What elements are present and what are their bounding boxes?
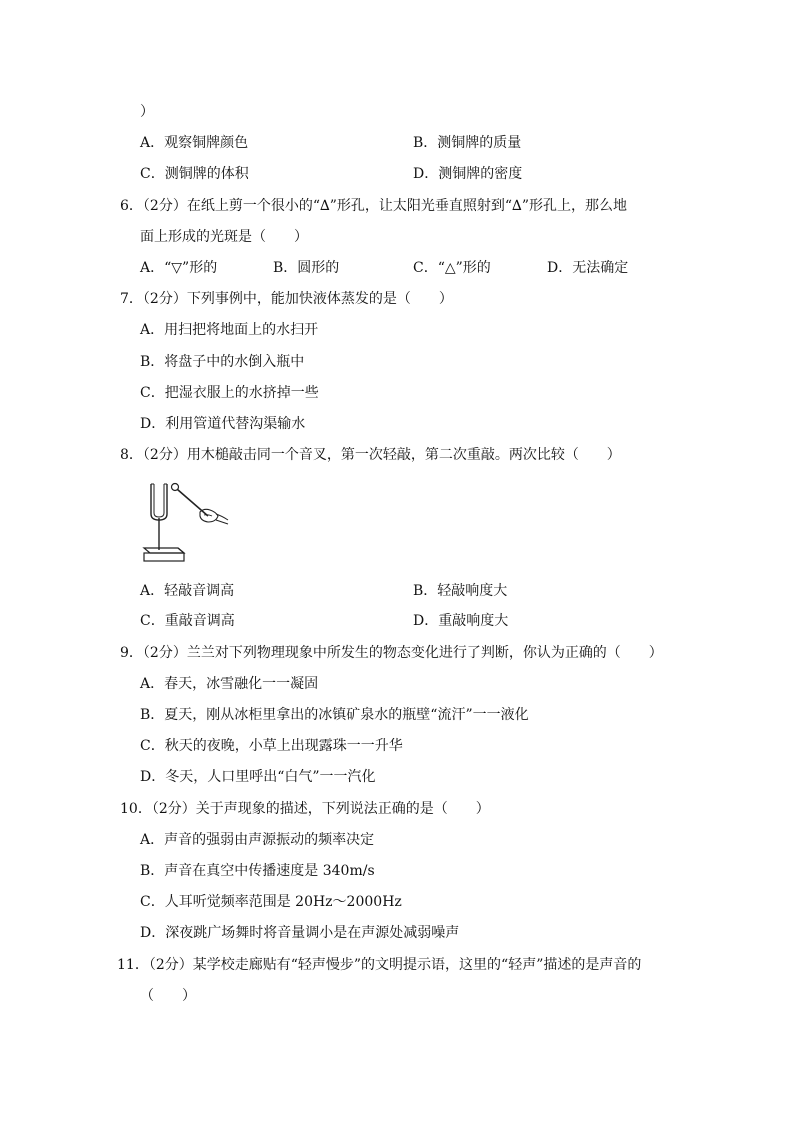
q8-option-b: B．轻敲响度大	[413, 583, 508, 599]
q5-option-d: D．测铜牌的密度	[413, 166, 523, 182]
q11-stem-line2: （ ）	[140, 988, 196, 1004]
q8-option-d: D．重敲响度大	[413, 613, 509, 629]
q9-option-b: B．夏天，刚从冰柜里拿出的冰镇矿泉水的瓶壁“流汗”一一液化	[140, 707, 529, 723]
q8-option-a: A．轻敲音调高	[140, 583, 235, 599]
q6-option-b: B．圆形的	[273, 260, 340, 276]
q5-option-a: A．观察铜牌颜色	[140, 135, 249, 151]
q10-stem: 10．（2分）关于声现象的描述，下列说法正确的是（ ）	[120, 801, 490, 817]
tuning-fork-with-mallet-figure	[138, 478, 230, 570]
q10-option-a: A．声音的强弱由声源振动的频率决定	[140, 832, 375, 848]
q7-option-c: C．把湿衣服上的水挤掉一些	[140, 385, 319, 401]
q9-option-c: C．秋天的夜晚，小草上出现露珠一一升华	[140, 738, 403, 754]
q7-option-b: B．将盘子中的水倒入瓶中	[140, 354, 305, 370]
q5-option-c: C．测铜牌的体积	[140, 166, 249, 182]
q6-stem-line2: 面上形成的光斑是（ ）	[140, 229, 308, 245]
q7-option-d: D．利用管道代替沟渠输水	[140, 416, 306, 432]
q10-option-d: D．深夜跳广场舞时将音量调小是在声源处减弱噪声	[140, 925, 460, 941]
q7-stem: 7．（2分）下列事例中，能加快液体蒸发的是（ ）	[120, 291, 453, 307]
q5-option-b: B．测铜牌的质量	[413, 135, 522, 151]
q8-option-c: C．重敲音调高	[140, 613, 235, 629]
q11-stem-line1: 11．（2分）某学校走廊贴有“轻声慢步”的文明提示语，这里的“轻声”描述的是声音的	[117, 957, 642, 973]
q10-option-b: B．声音在真空中传播速度是 340m/s	[140, 863, 375, 879]
q6-stem-line1: 6．（2分）在纸上剪一个很小的“∆”形孔，让太阳光垂直照射到“∆”形孔上，那么地	[120, 198, 627, 214]
q6-option-c: C．“△”形的	[413, 260, 491, 276]
q8-stem: 8．（2分）用木槌敲击同一个音叉，第一次轻敲，第二次重敲。两次比较（ ）	[120, 447, 621, 463]
q6-option-a: A．“▽”形的	[140, 260, 218, 276]
q9-option-a: A．春天，冰雪融化一一凝固	[140, 676, 319, 692]
q10-option-c: C．人耳听觉频率范围是 20Hz～2000Hz	[140, 894, 402, 910]
q9-stem: 9．（2分）兰兰对下列物理现象中所发生的物态变化进行了判断，你认为正确的（ ）	[120, 645, 663, 661]
q6-option-d: D．无法确定	[547, 260, 629, 276]
q5-stem-tail: ）	[140, 104, 154, 120]
q9-option-d: D．冬天，人口里呼出“白气”一一汽化	[140, 769, 376, 785]
q7-option-a: A．用扫把将地面上的水扫开	[140, 322, 319, 338]
